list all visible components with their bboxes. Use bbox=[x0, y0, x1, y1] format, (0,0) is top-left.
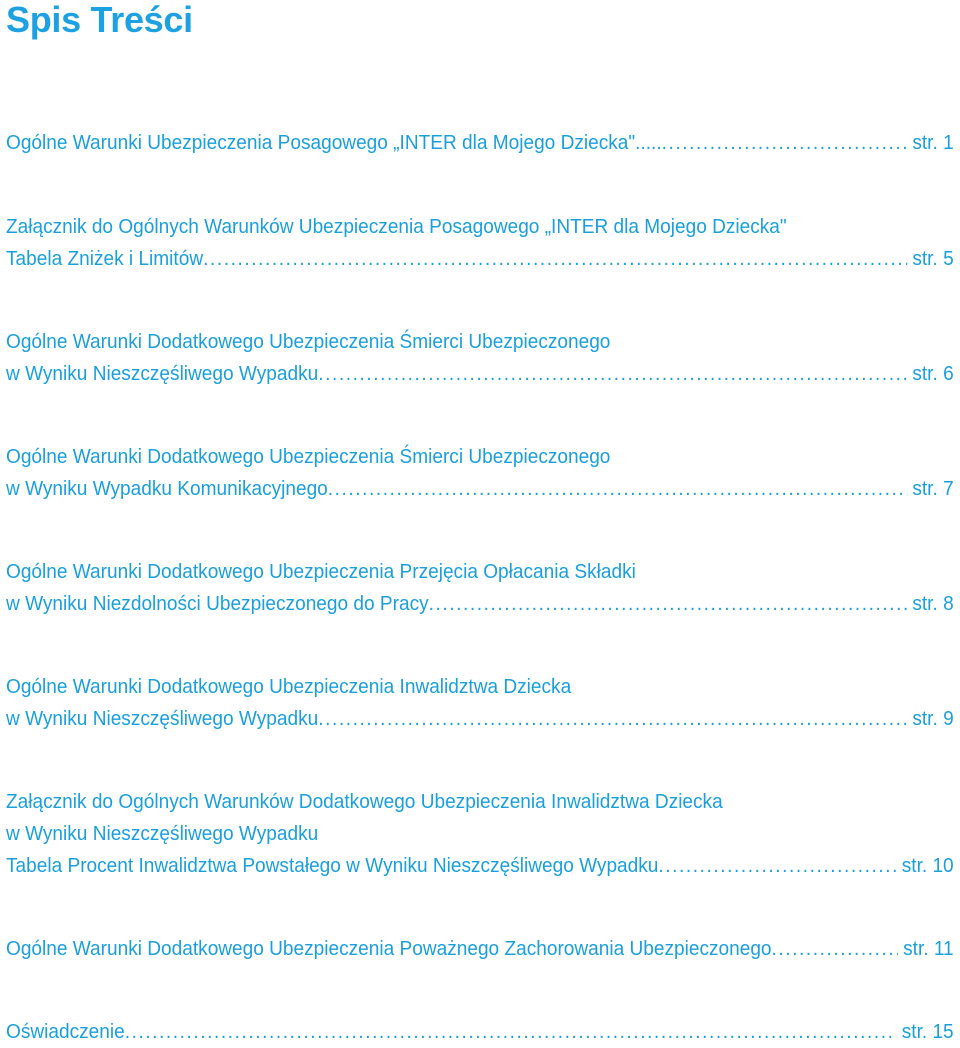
toc-entry-last-line bbox=[6, 703, 954, 735]
dot-leader bbox=[658, 850, 896, 882]
toc-entry-last-line bbox=[6, 1016, 954, 1048]
toc-entry[interactable] bbox=[6, 211, 954, 275]
page-title: Spis Treści bbox=[6, 0, 193, 40]
toc-entry-page: str. 5 bbox=[912, 247, 954, 270]
dot-leader bbox=[318, 358, 907, 390]
dot-leader bbox=[328, 473, 907, 505]
toc-entry-line: Ogólne Warunki Dodatkowego Ubezpieczenia Inwalidztwa Dziecka bbox=[6, 675, 572, 698]
toc-entry-text: Ogólne Warunki Dodatkowego Ubezpieczenia Poważnego Zachorowania Ubezpieczonego bbox=[6, 937, 772, 960]
dot-leader bbox=[203, 243, 907, 275]
toc-entry-line: Załącznik do Ogólnych Warunków Ubezpieczenia Posagowego „INTER dla Mojego Dziecka" bbox=[6, 215, 787, 238]
toc-entry-page: str. 7 bbox=[912, 477, 954, 500]
toc-entry-text: Ogólne Warunki Ubezpieczenia Posagowego „INTER dla Mojego Dziecka"..... bbox=[6, 131, 662, 154]
toc-entry-line: Ogólne Warunki Dodatkowego Ubezpieczenia Śmierci Ubezpieczonego bbox=[6, 330, 611, 353]
toc-entry-last-line bbox=[6, 127, 954, 159]
dot-leader bbox=[429, 588, 907, 620]
toc-entry-text: w Wyniku Niezdolności Ubezpieczonego do Pracy bbox=[6, 592, 429, 615]
toc-entry-last-line bbox=[6, 933, 954, 965]
toc-entry[interactable] bbox=[6, 441, 954, 505]
toc-entry-line: Ogólne Warunki Dodatkowego Ubezpieczenia Przejęcia Opłacania Składki bbox=[6, 560, 636, 583]
toc-entry-page: str. 9 bbox=[912, 707, 954, 730]
toc-entry-page: str. 6 bbox=[912, 362, 954, 385]
toc-entry[interactable] bbox=[6, 556, 954, 620]
dot-leader bbox=[318, 703, 907, 735]
toc-entry-page: str. 8 bbox=[912, 592, 954, 615]
toc-entry-text: Tabela Zniżek i Limitów bbox=[6, 247, 204, 270]
toc-entry-page: str. 15 bbox=[901, 1020, 954, 1043]
dot-leader bbox=[662, 127, 907, 159]
toc-entry[interactable] bbox=[6, 671, 954, 735]
toc-entry-last-line bbox=[6, 850, 954, 882]
toc-entry[interactable] bbox=[6, 786, 954, 882]
toc-entry-page: str. 1 bbox=[912, 131, 954, 154]
toc-entry-last-line bbox=[6, 588, 954, 620]
toc-entry-last-line bbox=[6, 243, 954, 275]
dot-leader bbox=[125, 1016, 896, 1048]
toc-entry[interactable] bbox=[6, 1016, 954, 1048]
toc-entry-line: w Wyniku Nieszczęśliwego Wypadku bbox=[6, 822, 319, 845]
toc-entry-text: w Wyniku Wypadku Komunikacyjnego bbox=[6, 477, 328, 500]
toc-entry-page: str. 11 bbox=[903, 937, 954, 960]
toc-entry[interactable] bbox=[6, 933, 954, 965]
toc-entry-page: str. 10 bbox=[901, 854, 954, 877]
toc-entry-last-line bbox=[6, 358, 954, 390]
toc-entry-line: Ogólne Warunki Dodatkowego Ubezpieczenia Śmierci Ubezpieczonego bbox=[6, 445, 611, 468]
toc-entry[interactable] bbox=[6, 326, 954, 390]
toc-entry[interactable] bbox=[6, 127, 954, 159]
toc-entry-text: w Wyniku Nieszczęśliwego Wypadku bbox=[6, 707, 319, 730]
toc-entry-text: Tabela Procent Inwalidztwa Powstałego w Wyniku Nieszczęśliwego Wypadku bbox=[6, 854, 659, 877]
toc-entry-text: w Wyniku Nieszczęśliwego Wypadku bbox=[6, 362, 319, 385]
toc-entry-last-line bbox=[6, 473, 954, 505]
toc-entry-line: Załącznik do Ogólnych Warunków Dodatkowego Ubezpieczenia Inwalidztwa Dziecka bbox=[6, 790, 723, 813]
toc-entry-text: Oświadczenie bbox=[6, 1020, 125, 1043]
dot-leader bbox=[772, 933, 898, 965]
table-of-contents bbox=[6, 127, 954, 1048]
